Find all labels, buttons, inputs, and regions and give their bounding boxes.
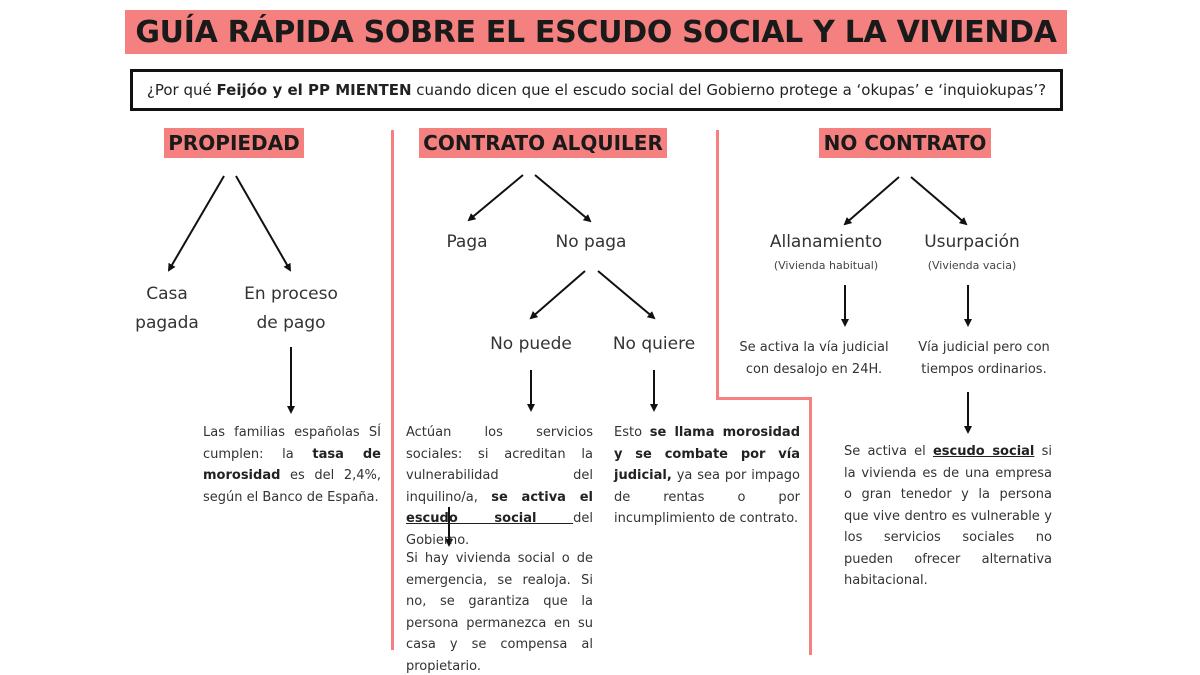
label-no-quiere: No quiere (612, 334, 696, 354)
arrow-to-no-paga (535, 175, 590, 221)
arrow-to-en-proceso (236, 176, 290, 270)
arrow-to-paga (469, 175, 523, 220)
text-propiedad-bold: tasa de morosidad (203, 446, 381, 483)
page-title: GUÍA RÁPIDA SOBRE EL ESCUDO SOCIAL Y LA VIVIENDA (125, 10, 1067, 54)
sub-usurpacion: (Vivienda vacia) (927, 259, 1017, 272)
text-propiedad-part1: Las familias españolas SÍ cumplen: la (203, 425, 381, 462)
text-no-quiere (614, 422, 800, 530)
arrow-to-usurpacion (911, 177, 966, 224)
text-no-quiere-part1: Esto (614, 425, 650, 440)
text-usurpacion: Vía judicial pero con tiempos ordinarios. (918, 340, 1050, 377)
label-no-paga: No paga (555, 232, 627, 252)
question-bold: Feijóo y el PP MIENTEN (216, 81, 412, 99)
text-escudo-bold: escudo social (932, 444, 1035, 459)
label-usurpacion: Usurpación (924, 232, 1020, 252)
arrow-to-no-puede (531, 271, 585, 318)
text-no-puede-part1: Actúan los servicios sociales: si acreditan la vulnerabilidad del inquilino/a, (406, 425, 593, 505)
text-no-puede-part2: del Gobierno. (406, 511, 593, 548)
text-escudo-part1: Se activa el (844, 444, 933, 459)
header-no-contrato: NO CONTRATO (819, 128, 991, 158)
text-escudo-part2: si la vivienda es de una empresa o gran tenedor y la persona que vive dentro es vulnerable y los servicios sociales no pueden ofrecer alternativa habitacional. (844, 444, 1052, 588)
label-casa-pagada: Casa pagada (135, 284, 199, 333)
arrow-to-allanamiento (845, 177, 899, 224)
sub-allanamiento: (Vivienda habitual) (773, 259, 879, 272)
text-no-puede-bold: se activa el (491, 489, 593, 505)
arrow-to-casa-pagada (169, 176, 224, 270)
text-escudo-social (844, 441, 1052, 592)
label-paga: Paga (446, 232, 488, 252)
label-no-puede: No puede (490, 334, 572, 354)
question-post: cuando dicen que el escudo social del Gobierno protege a ‘okupas’ e ‘inquiokupas’? (411, 81, 1047, 99)
label-en-proceso: En proceso de pago (244, 284, 338, 333)
text-no-quiere-part2: ya sea por impago de rentas o por incumplimiento de contrato. (614, 468, 800, 526)
text-puede-extra: Si hay vivienda social o de emergencia, se realoja. Si no, se garantiza que la persona permanezca en su casa y se compensa al propietario. (406, 551, 593, 674)
text-allanamiento: Se activa la vía judicial con desalojo en 24H. (739, 340, 889, 377)
text-propiedad-part2: es del 2,4%, según el Banco de España. (203, 468, 381, 505)
header-propiedad: PROPIEDAD (164, 128, 304, 158)
text-propiedad (203, 422, 381, 508)
text-no-puede-escudo: escudo social (406, 511, 574, 526)
header-contrato-alquiler: CONTRATO ALQUILER (419, 128, 667, 158)
text-no-quiere-bold: se llama morosidad y se combate por vía judicial, (614, 425, 800, 483)
label-allanamiento: Allanamiento (769, 232, 883, 252)
arrow-to-no-quiere (598, 271, 654, 318)
question-pre: ¿Por qué (146, 81, 217, 99)
text-no-puede (406, 422, 593, 551)
